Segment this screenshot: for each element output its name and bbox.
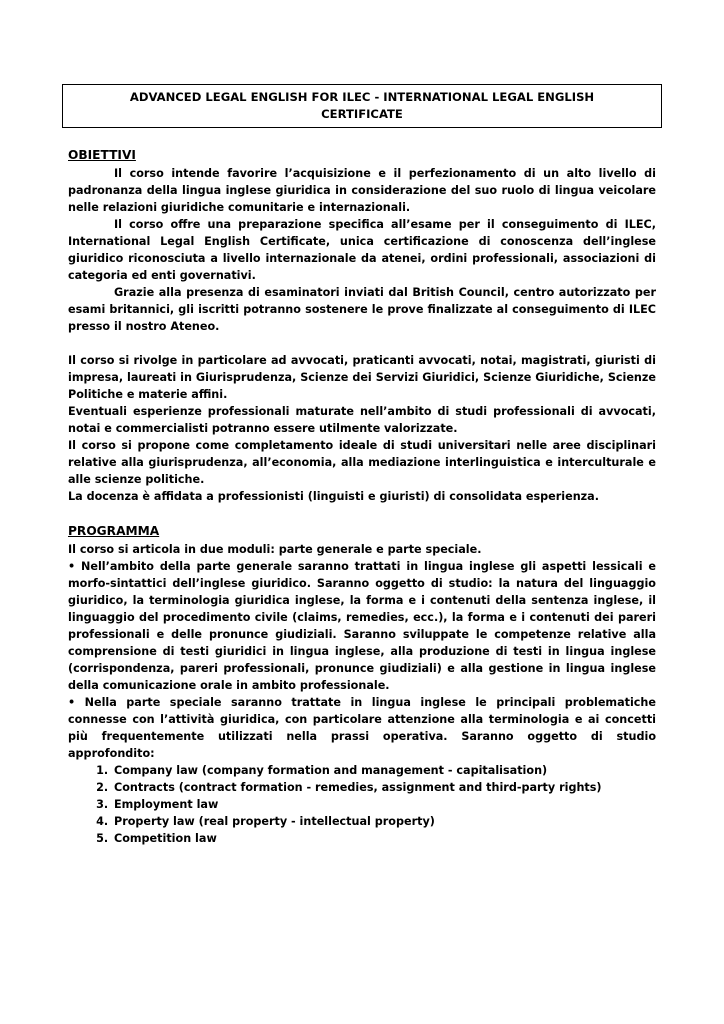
paragraph-programma-bullet-2: • Nella parte speciale saranno trattate in lingua inglese le principali problematiche connesse con l’attività giuridica, con particolare attenzione alla terminologia e ai concetti più frequentemente utilizzati nella prassi operativa. Saranno oggetto di studio approfondito: (68, 696, 656, 760)
paragraph-obiettivi-1: Il corso intende favorire l’acquisizione e il perfezionamento di un alto livello di padronanza della lingua inglese giuridica in considerazione del suo ruolo di lingua veicolare nelle relazioni giuridiche comunitarie e internazionali. (68, 167, 656, 214)
section-heading-obiettivi: OBIETTIVI (68, 148, 136, 162)
topics-list (68, 762, 656, 847)
paragraph-obiettivi-3: Grazie alla presenza di esaminatori inviati dal British Council, centro autorizzato per esami britannici, gli iscritti potranno sostenere le prove finalizzate al conseguimento di ILEC presso il nostro Ateneo. (68, 286, 656, 333)
title-box (62, 84, 662, 128)
paragraph-obiettivi-6: Il corso si propone come completamento ideale di studi universitari nelle aree disciplinari relative alla giurisprudenza, all’economia, alla mediazione interlinguistica e interculturale e alle scienze politiche. (68, 439, 656, 486)
paragraph-obiettivi-2: Il corso offre una preparazione specifica all’esame per il conseguimento di ILEC, International Legal English Certificate, unica certificazione di conoscenza dell’inglese giuridico riconosciuta a livello internazionale da atenei, ordini professionali, associazioni di categoria ed enti governativi. (68, 218, 656, 282)
title-line-1: ADVANCED LEGAL ENGLISH FOR ILEC - INTERNATIONAL LEGAL ENGLISH (129, 90, 595, 104)
list-item: 2. Contracts (contract formation - remedies, assignment and third-party rights) (112, 779, 656, 796)
spacer (68, 335, 656, 352)
paragraph-obiettivi-5: Eventuali esperienze professionali maturate nell’ambito di studi professionali di avvocati, notai e commercialisti potranno essere utilmente valorizzate. (68, 405, 656, 435)
section-heading-programma: PROGRAMMA (68, 524, 160, 538)
paragraph-programma-intro: Il corso si articola in due moduli: parte generale e parte speciale. (68, 543, 482, 556)
paragraph-obiettivi-7: La docenza è affidata a professionisti (linguisti e giuristi) di consolidata esperienza. (68, 490, 599, 503)
spacer (68, 505, 656, 522)
paragraph-programma-bullet-1: • Nell’ambito della parte generale saranno trattati in lingua inglese gli aspetti lessicali e morfo-sintattici dell’inglese giuridico. Saranno oggetto di studio: la natura del linguaggio giuridico, la terminologia giuridica inglese, la forma e i contenuti della sentenza inglese, il linguaggio del procedimento civile (claims, remedies, ecc.), la forma e i contenuti dei pareri professionali e delle pronunce giudiziali. Saranno sviluppate le competenze relative alla comprensione di testi giuridici in lingua inglese, alla produzione di testi in lingua inglese (corrispondenza, pareri professionali, pronunce giudiziali) e alla gestione in lingua inglese della comunicazione orale in ambito professionale. (68, 560, 656, 692)
list-item: 4. Property law (real property - intellectual property) (112, 813, 656, 830)
paragraph-obiettivi-4: Il corso si rivolge in particolare ad avvocati, praticanti avvocati, notai, magistrati, giuristi di impresa, laureati in Giurisprudenza, Scienze dei Servizi Giuridici, Scienze Giuridiche, Scienze Politiche e materie affini. (68, 354, 656, 401)
document-body (68, 146, 656, 847)
list-item: 5. Competition law (112, 830, 656, 847)
list-item: 3. Employment law (112, 796, 656, 813)
title-line-2: CERTIFICATE (321, 107, 403, 121)
list-item: 1. Company law (company formation and management - capitalisation) (112, 762, 656, 779)
